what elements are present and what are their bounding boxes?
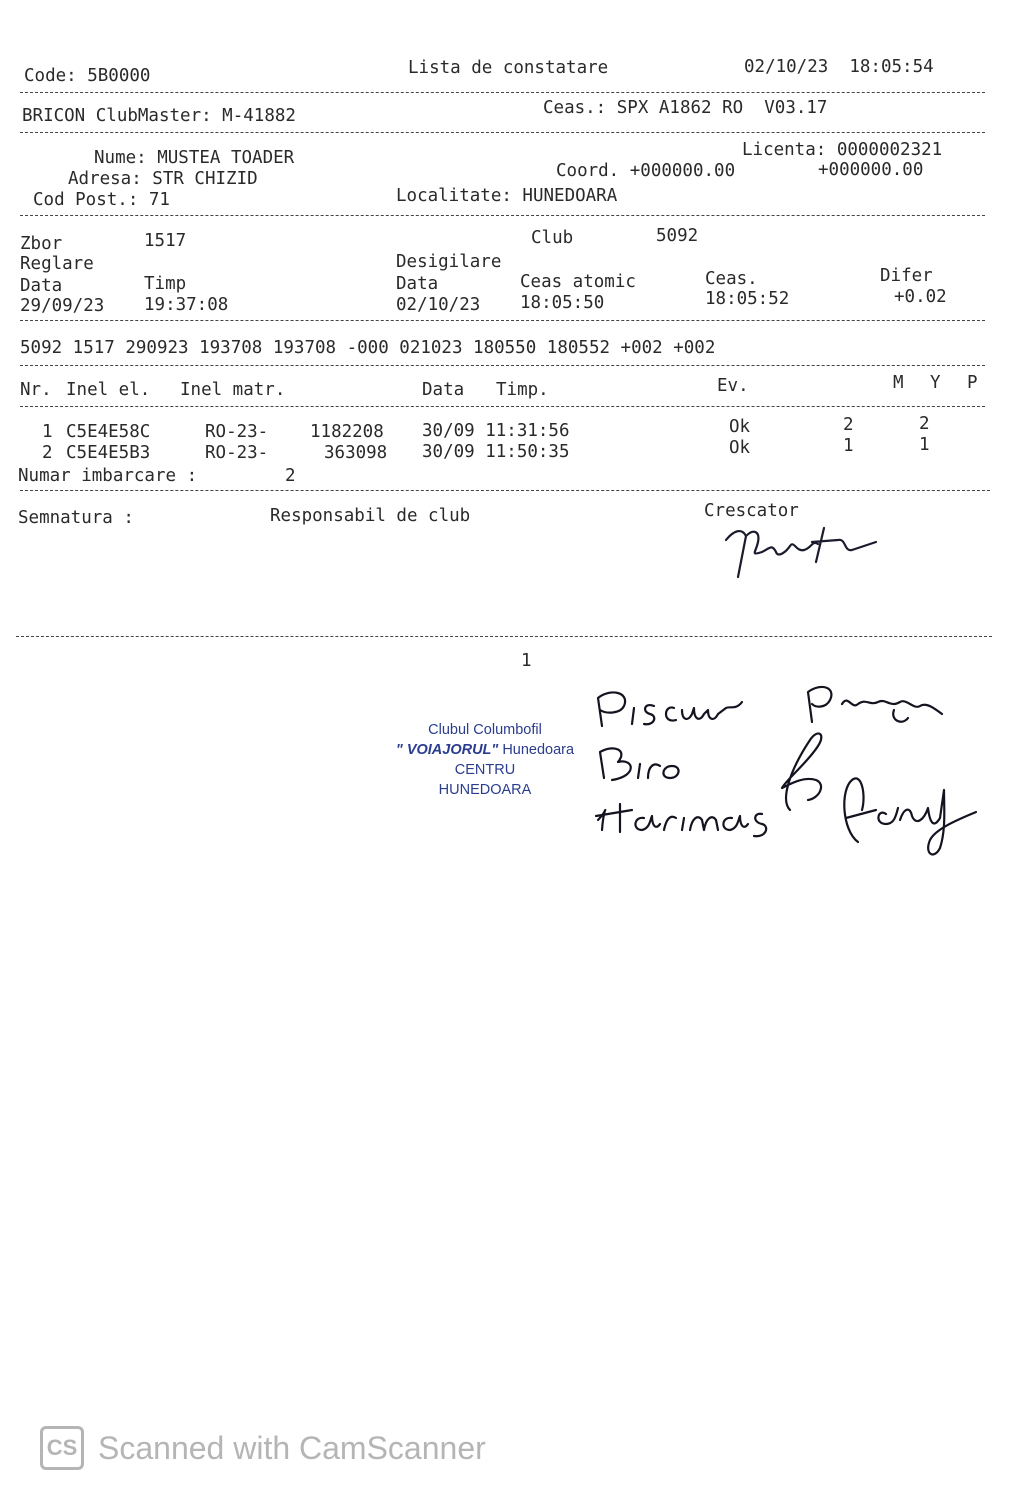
clock-info: Ceas.: SPX A1862 RO V03.17 (543, 98, 828, 118)
stamp-club-name: " VOIAJORUL" (395, 742, 499, 758)
breeder-signature (720, 522, 890, 582)
col-timp: Timp. (496, 380, 549, 400)
embark-count-value: 2 (285, 466, 296, 486)
committee-signatures (590, 680, 990, 850)
row1-inel-matr: RO-23- (205, 422, 269, 442)
col-inel-el: Inel el. (66, 380, 151, 400)
col-y: Y (930, 373, 941, 393)
camscanner-logo-icon: CS (40, 1426, 84, 1470)
difference-value: +0.02 (894, 287, 947, 307)
stamp-line3: CENTRU (454, 762, 516, 778)
row1-inel-nr: 1182208 (310, 422, 384, 442)
flight-value: 1517 (144, 231, 187, 251)
col-nr: Nr. (20, 380, 52, 400)
license-number: Licenta: 0000002321 (742, 140, 943, 160)
separator (20, 406, 985, 407)
row1-inel-el: C5E4E58C (66, 422, 151, 442)
page-number: 1 (521, 651, 532, 671)
document-title: Lista de constatare (408, 58, 609, 78)
club-stamp (360, 720, 610, 800)
camscanner-watermark (40, 1426, 486, 1470)
club-value: 5092 (656, 226, 699, 246)
club-label: Club (531, 228, 574, 248)
separator (20, 132, 985, 133)
desigilare-date: 02/10/23 (396, 295, 481, 315)
stamp-line1: Clubul Columbofil (428, 722, 542, 738)
clock-label: Ceas. (705, 269, 758, 289)
clubmaster-label: BRICON ClubMaster: M-41882 (22, 106, 296, 126)
col-m: M (893, 373, 904, 393)
row1-m: 2 (843, 415, 854, 435)
coordinates: Coord. +000000.00 (556, 161, 736, 181)
col-inel-matr: Inel matr. (180, 380, 286, 400)
row2-m: 1 (843, 436, 854, 456)
breeder-label: Crescator (704, 501, 799, 521)
desigilare-data-label: Data (396, 274, 439, 294)
locality: Localitate: HUNEDOARA (396, 186, 618, 206)
col-p: P (967, 373, 978, 393)
reglare-timp-label: Timp (144, 274, 187, 294)
separator (20, 490, 990, 491)
postal-code: Cod Post.: 71 (33, 190, 170, 210)
owner-name: Nume: MUSTEA TOADER (94, 148, 295, 168)
row2-y: 1 (919, 435, 930, 455)
row2-inel-nr: 363098 (324, 443, 388, 463)
separator (16, 636, 992, 637)
desigilare-label: Desigilare (396, 252, 502, 272)
col-ev: Ev. (717, 376, 749, 396)
separator (20, 215, 985, 216)
owner-address: Adresa: STR CHIZID (68, 169, 258, 189)
row1-nr: 1 (42, 422, 53, 442)
row2-inel-el: C5E4E5B3 (66, 443, 151, 463)
clock-time: 18:05:52 (705, 289, 790, 309)
stamp-city: Hunedoara (498, 742, 575, 758)
reglare-label: Reglare (20, 254, 94, 274)
difference-label: Difer (880, 266, 933, 286)
signature-label: Semnatura : (18, 508, 134, 528)
separator (20, 365, 985, 366)
reglare-date: 29/09/23 (20, 296, 105, 316)
watermark-text: Scanned with CamScanner (98, 1429, 486, 1466)
atomic-clock-label: Ceas atomic (520, 272, 636, 292)
separator (20, 320, 985, 321)
col-data: Data (422, 380, 465, 400)
code-label: Code: 5B0000 (24, 66, 151, 86)
row2-ev: Ok (729, 438, 751, 458)
separator (20, 92, 985, 93)
flight-label: Zbor (20, 234, 63, 254)
row1-y: 2 (919, 414, 930, 434)
atomic-clock-time: 18:05:50 (520, 293, 605, 313)
row2-nr: 2 (42, 443, 53, 463)
reglare-time: 19:37:08 (144, 295, 229, 315)
code-line: 5092 1517 290923 193708 193708 -000 021023 180550 180552 +002 +002 (20, 338, 716, 358)
row1-ev: Ok (729, 417, 751, 437)
coordinates-2: +000000.00 (818, 160, 924, 180)
print-datetime: 02/10/23 18:05:54 (744, 57, 934, 77)
stamp-line2 (360, 740, 610, 760)
stamp-line4: HUNEDOARA (438, 782, 532, 798)
club-responsible-label: Responsabil de club (270, 506, 471, 526)
row1-data-timp: 30/09 11:31:56 (422, 421, 570, 441)
reglare-data-label: Data (20, 276, 63, 296)
embark-count-label: Numar imbarcare : (18, 466, 198, 486)
row2-data-timp: 30/09 11:50:35 (422, 442, 570, 462)
row2-inel-matr: RO-23- (205, 443, 269, 463)
